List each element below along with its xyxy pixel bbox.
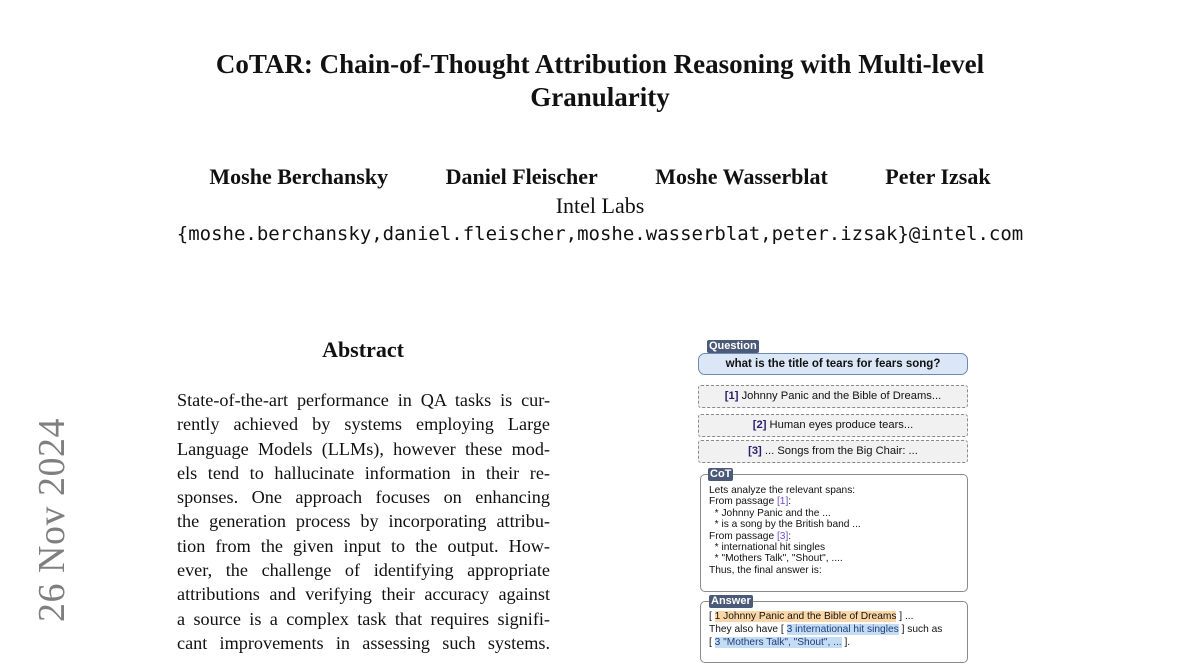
author-name: Moshe Wasserblat bbox=[655, 164, 828, 189]
cot-citation: [1] bbox=[776, 496, 789, 508]
answer-text bbox=[709, 610, 942, 649]
affiliation: Intel Labs bbox=[555, 193, 645, 218]
passage-box bbox=[698, 385, 968, 408]
answer-text-part: They also have [ bbox=[709, 624, 787, 635]
passage-number: [2] bbox=[752, 419, 767, 431]
answer-bracket: [ bbox=[709, 611, 715, 622]
author-emails: {moshe.berchansky,daniel.fleischer,moshe.wasserblat,peter.izsak}@intel.com bbox=[176, 223, 1024, 245]
passage-text: ... Songs from the Big Chair: ... bbox=[761, 445, 918, 457]
abstract-line: attributions and verifying their accuracy against bbox=[177, 584, 550, 605]
abstract-line: ever, the challenge of identifying appropriate bbox=[177, 560, 550, 581]
cot-text bbox=[709, 485, 861, 576]
abstract-line: State-of-the-art performance in QA tasks is cur- bbox=[177, 390, 550, 410]
passage-number: [3] bbox=[748, 445, 762, 457]
title-line-2: Granularity bbox=[530, 82, 670, 112]
cot-box bbox=[700, 474, 968, 592]
cot-line: From passage bbox=[709, 530, 777, 542]
answer-tag: Answer bbox=[711, 595, 751, 607]
passage-box bbox=[698, 414, 968, 437]
abstract-line: Language Models (LLMs), however these mod- bbox=[177, 438, 550, 459]
abstract-line: tion from the given input to the output. How- bbox=[177, 535, 550, 556]
abstract-line: the generation process by incorporating attribu- bbox=[177, 511, 550, 532]
cot-line: * "Mothers Talk", "Shout", .... bbox=[709, 553, 843, 565]
author-list bbox=[150, 163, 1050, 191]
abstract-heading: Abstract bbox=[322, 337, 404, 362]
answer-bracket: [ bbox=[709, 637, 715, 648]
cot-line: * international hit singles bbox=[709, 542, 826, 554]
cot-line: * Johnny Panic and the ... bbox=[709, 507, 831, 519]
answer-box bbox=[700, 601, 968, 663]
passage-text: Human eyes produce tears... bbox=[766, 419, 914, 431]
answer-span: 3 "Mothers Talk", "Shout", ... bbox=[714, 637, 842, 648]
cot-tag: CoT bbox=[710, 468, 732, 480]
passage-number: [1] bbox=[724, 390, 739, 402]
answer-text-part: ]. bbox=[841, 637, 851, 648]
answer-text-part: ] such as bbox=[898, 624, 943, 635]
cot-line: From passage bbox=[709, 496, 777, 508]
abstract-line: sponses. One approach focuses on enhancing bbox=[177, 487, 550, 508]
answer-span: 1 Johnny Panic and the Bible of Dreams bbox=[714, 611, 897, 622]
cot-line: : bbox=[788, 496, 792, 508]
abstract-line: els tend to hallucinate information in their re- bbox=[177, 462, 550, 483]
cot-line: : bbox=[788, 530, 792, 542]
answer-text-part: ] ... bbox=[896, 611, 914, 622]
passage-box bbox=[698, 440, 968, 463]
abstract-body bbox=[177, 388, 550, 655]
cotar-figure bbox=[697, 339, 972, 648]
cot-line: Lets analyze the relevant spans: bbox=[709, 485, 856, 496]
title-line-1: CoTAR: Chain-of-Thought Attribution Reasoning with Multi-level bbox=[215, 49, 985, 79]
question-box: what is the title of tears for fears song? bbox=[698, 353, 968, 375]
cot-line: Thus, the final answer is: bbox=[709, 564, 822, 576]
author-name: Peter Izsak bbox=[885, 164, 991, 189]
author-name: Daniel Fleischer bbox=[445, 164, 598, 189]
passage-text: Johnny Panic and the Bible of Dreams... bbox=[738, 390, 942, 402]
answer-span: 3 international hit singles bbox=[786, 624, 899, 635]
abstract-line: a source is a complex task that requires signifi- bbox=[177, 608, 550, 629]
cot-citation: [3] bbox=[776, 530, 789, 542]
author-name: Moshe Berchansky bbox=[209, 164, 389, 189]
abstract-line: cant improvements in assessing such systems. bbox=[177, 632, 550, 653]
abstract-line: rently achieved by systems employing Large bbox=[177, 414, 550, 435]
paper-title bbox=[100, 48, 1100, 114]
cot-line: * is a song by the British band ... bbox=[709, 519, 861, 531]
arxiv-side-date: 26 Nov 2024 bbox=[31, 418, 73, 622]
question-tag: Question bbox=[709, 340, 757, 352]
